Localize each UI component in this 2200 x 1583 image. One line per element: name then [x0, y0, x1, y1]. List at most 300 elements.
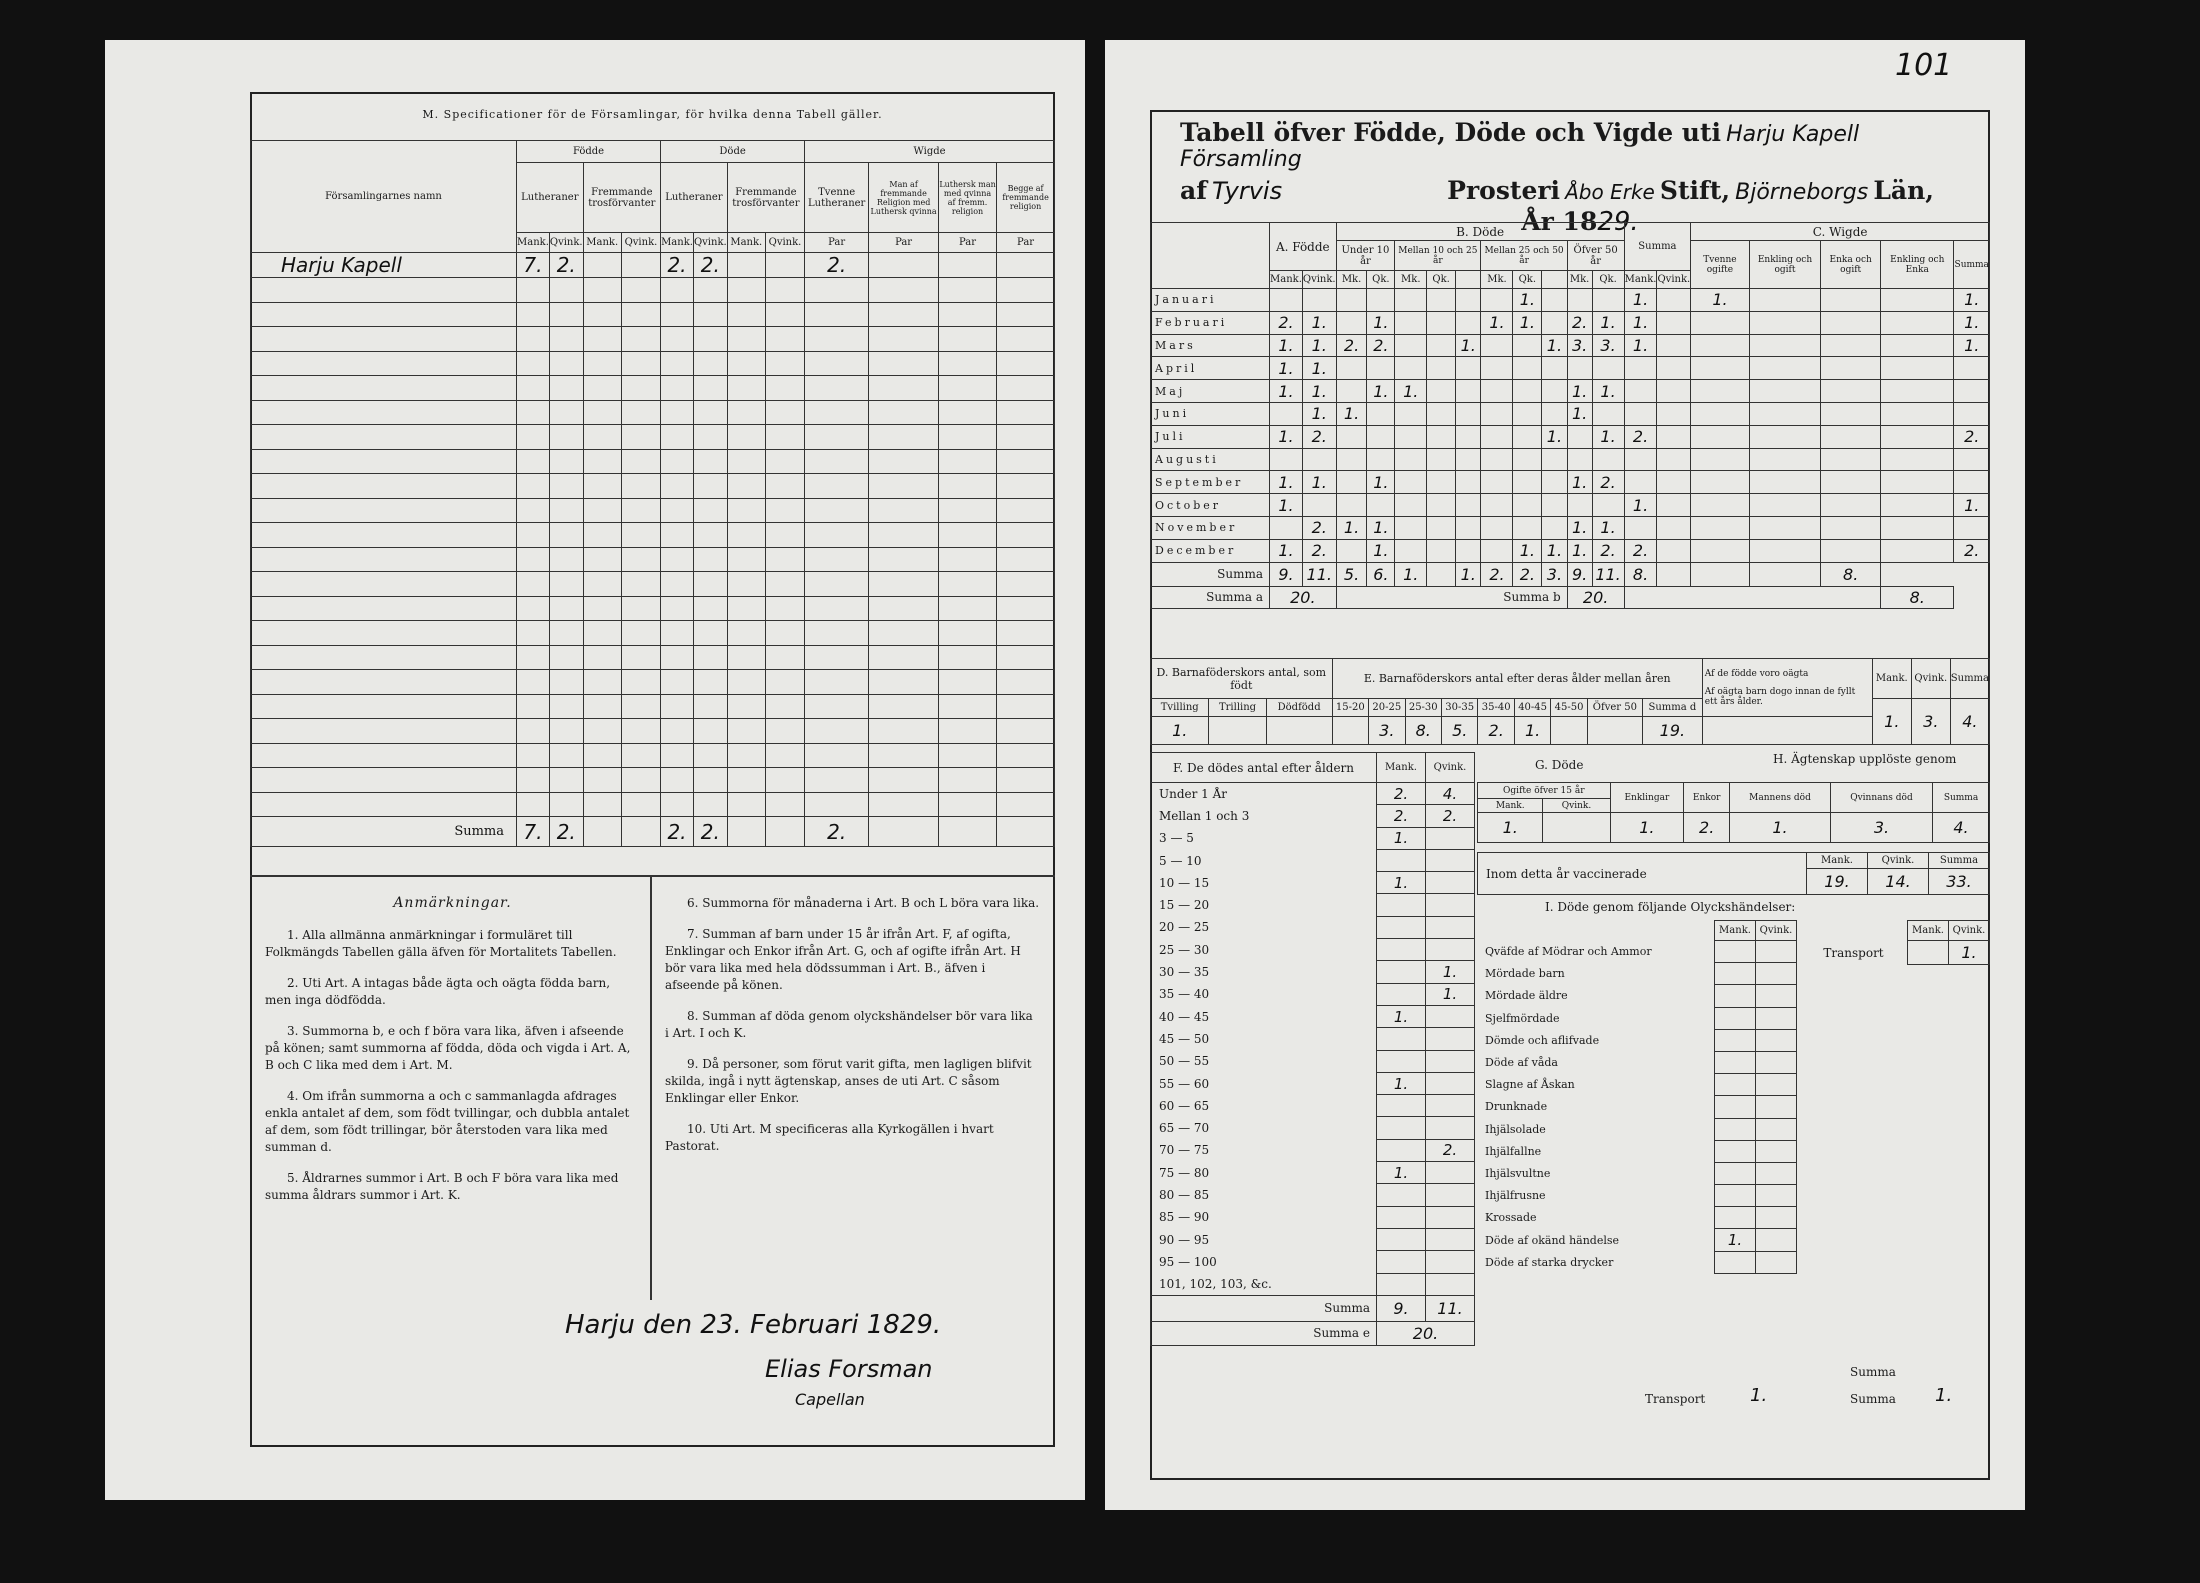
i-summa-val: 1. — [1935, 1385, 1953, 1406]
title-prosteri-name: Tyrvis — [1212, 177, 1283, 205]
empty-cell — [765, 278, 804, 303]
empty-cell — [517, 302, 550, 327]
empty-cell — [621, 645, 660, 670]
age-q — [1426, 1273, 1475, 1295]
i-summa-label-2: Summa — [1850, 1392, 1896, 1406]
empty-row — [251, 474, 1055, 499]
empty-cell — [997, 621, 1055, 646]
title-parish: Harju Kapell Församling — [1180, 122, 1860, 172]
title-stift: Stift, — [1659, 176, 1731, 205]
month-cell — [1367, 425, 1395, 448]
accident-label: Sjelfmördade — [1485, 1011, 1560, 1025]
month-cell — [1270, 448, 1303, 471]
month-cell: 1. — [1367, 471, 1395, 494]
empty-cell — [517, 572, 550, 597]
empty-cell — [621, 694, 660, 719]
age-label: 3 — 5 — [1151, 827, 1377, 849]
signature-name: Elias Forsman — [765, 1355, 933, 1383]
month-cell — [1821, 289, 1881, 312]
empty-cell — [583, 572, 621, 597]
empty-cell — [549, 645, 583, 670]
accident-row — [1477, 1162, 1797, 1184]
empty-cell — [997, 327, 1055, 352]
accident-table — [1477, 920, 1797, 1274]
accident-label: Slagne af Åskan — [1485, 1078, 1575, 1092]
accident-m — [1715, 1251, 1756, 1273]
month-cell — [1691, 380, 1749, 403]
month-cell — [1456, 425, 1481, 448]
month-cell — [1456, 311, 1481, 334]
empty-cell — [765, 523, 804, 548]
transport-label: Transport — [1823, 945, 1884, 960]
e-val — [1551, 717, 1587, 745]
f-summa-e: 20. — [1377, 1321, 1475, 1345]
empty-cell — [661, 449, 694, 474]
empty-cell — [251, 694, 517, 719]
empty-cell — [549, 449, 583, 474]
empty-row — [251, 547, 1055, 572]
age-q — [1426, 939, 1475, 961]
note: 7. Summan af barn under 15 år ifrån Art. F, af ogifta, Enklingar och Enkor ifrån Art. G, och af ogifte ifrån Art. H bör vara lika med hela dödssumman i Art. B., äfven i afseende på könen. — [665, 927, 1021, 992]
month-cell — [1567, 448, 1592, 471]
summa-a-label: Summa a — [1151, 586, 1270, 608]
empty-cell — [938, 523, 996, 548]
accident-row — [1477, 1140, 1797, 1162]
accident-label: Mördade äldre — [1485, 989, 1568, 1003]
age-m — [1377, 1184, 1426, 1206]
h-col: Summa — [1933, 783, 1990, 813]
empty-cell — [549, 694, 583, 719]
empty-cell — [693, 474, 727, 499]
h-par: Par — [805, 233, 869, 253]
month-cell — [1821, 425, 1881, 448]
empty-cell — [621, 278, 660, 303]
empty-cell — [997, 719, 1055, 744]
h-qvink: Qvink. — [621, 233, 660, 253]
month-cell — [1749, 425, 1821, 448]
month-cell — [1456, 289, 1481, 312]
empty-cell — [869, 425, 939, 450]
empty-cell — [938, 792, 996, 817]
age-label: 60 — 65 — [1151, 1095, 1377, 1117]
empty-cell — [727, 719, 765, 744]
empty-cell — [727, 572, 765, 597]
month-cell: 2. — [1592, 539, 1624, 562]
month-cell: 1. — [1542, 539, 1567, 562]
h-mank: Mank. — [661, 233, 694, 253]
month-cell — [1481, 357, 1513, 380]
empty-cell — [997, 425, 1055, 450]
empty-cell — [805, 694, 869, 719]
h: Qvink. — [1756, 921, 1797, 941]
empty-cell — [997, 351, 1055, 376]
empty-cell — [727, 523, 765, 548]
sec-c: C. Wigde — [1691, 223, 1990, 241]
month-cell — [1881, 425, 1954, 448]
age-m — [1377, 939, 1426, 961]
month-cell — [1691, 539, 1749, 562]
empty-cell — [583, 327, 621, 352]
age-row — [1151, 1005, 1475, 1027]
month-cell — [1691, 448, 1749, 471]
empty-cell — [805, 719, 869, 744]
empty-cell — [251, 645, 517, 670]
month-cell — [1336, 471, 1367, 494]
month-cell: 1. — [1302, 334, 1336, 357]
month-cell — [1567, 289, 1592, 312]
empty-cell — [661, 719, 694, 744]
empty-cell — [805, 792, 869, 817]
month-cell: 1. — [1336, 402, 1367, 425]
age-q — [1426, 1251, 1475, 1273]
empty-row — [251, 351, 1055, 376]
empty-cell — [693, 572, 727, 597]
h: Mk. — [1336, 271, 1367, 289]
age-m — [1377, 894, 1426, 916]
vacc-label: Inom detta år vaccinerade — [1478, 853, 1807, 895]
month-cell — [1542, 289, 1567, 312]
age-label: 10 — 15 — [1151, 872, 1377, 894]
empty-row — [251, 327, 1055, 352]
month-cell — [1691, 402, 1749, 425]
summa-cell: 11. — [1302, 562, 1336, 586]
month-cell — [1657, 311, 1691, 334]
month-cell: 2. — [1624, 539, 1657, 562]
summa-b-label: Summa b — [1336, 586, 1567, 608]
age-row — [1151, 1184, 1475, 1206]
summa-b: 20. — [1567, 586, 1624, 608]
empty-cell — [661, 351, 694, 376]
accident-row — [1477, 1096, 1797, 1118]
empty-cell — [869, 547, 939, 572]
title-prosteri: Prosteri — [1447, 176, 1561, 205]
month-cell: 1. — [1592, 425, 1624, 448]
empty-cell — [693, 768, 727, 793]
month-row — [1151, 357, 1990, 380]
summa-cell: 9. — [1567, 562, 1592, 586]
h: Summa — [1950, 659, 1989, 699]
empty-cell — [765, 449, 804, 474]
month-cell — [1513, 425, 1542, 448]
accident-m — [1715, 1051, 1756, 1073]
month-cell — [1567, 425, 1592, 448]
age-q — [1426, 1117, 1475, 1139]
empty-cell — [727, 792, 765, 817]
month-cell — [1513, 334, 1542, 357]
month-cell: 1. — [1302, 402, 1336, 425]
summa-cell: 11. — [1592, 562, 1624, 586]
empty-cell — [517, 400, 550, 425]
empty-cell — [765, 572, 804, 597]
empty-cell — [997, 645, 1055, 670]
empty-cell — [693, 302, 727, 327]
empty-row — [251, 302, 1055, 327]
month-cell — [1691, 334, 1749, 357]
empty-cell — [805, 523, 869, 548]
month-cell — [1954, 380, 1990, 403]
month-cell — [1481, 402, 1513, 425]
age-m — [1377, 961, 1426, 983]
cell: 2. — [693, 253, 727, 278]
month-cell: 1. — [1592, 516, 1624, 539]
summa-cell — [1427, 562, 1456, 586]
empty-cell — [549, 768, 583, 793]
empty-cell — [727, 694, 765, 719]
empty-cell — [549, 670, 583, 695]
h-val: 4. — [1933, 813, 1990, 843]
empty-cell — [997, 596, 1055, 621]
month-cell — [1821, 311, 1881, 334]
age-m: 1. — [1377, 1072, 1426, 1094]
note: 6. Summorna för månaderna i Art. B och L böra vara lika. — [687, 896, 1040, 910]
empty-cell — [549, 792, 583, 817]
empty-cell — [517, 743, 550, 768]
summa-cell: 3. — [1542, 562, 1567, 586]
title-stift-name: Åbo Erke — [1565, 180, 1655, 204]
empty-cell — [251, 400, 517, 425]
month-cell — [1367, 448, 1395, 471]
empty-cell — [938, 425, 996, 450]
month-cell — [1592, 448, 1624, 471]
empty-cell — [805, 596, 869, 621]
month-cell: 1. — [1624, 311, 1657, 334]
d-val — [1209, 717, 1266, 745]
empty-row — [251, 376, 1055, 401]
title-line1: Tabell öfver Födde, Döde och Vigde uti — [1180, 118, 1722, 147]
c-col: Summa — [1954, 241, 1990, 289]
accident-row — [1477, 941, 1797, 963]
month-row — [1151, 539, 1990, 562]
empty-cell — [765, 670, 804, 695]
empty-cell — [693, 792, 727, 817]
month-cell — [1954, 402, 1990, 425]
empty-cell — [583, 670, 621, 695]
empty-cell — [805, 376, 869, 401]
age-q — [1426, 1005, 1475, 1027]
col-forsamling: Församlingarnes namn — [251, 141, 517, 253]
accident-m — [1715, 963, 1756, 985]
empty-cell — [997, 768, 1055, 793]
month-cell — [1513, 494, 1542, 517]
empty-cell — [251, 547, 517, 572]
empty-cell — [727, 621, 765, 646]
g-h-table — [1477, 782, 1990, 843]
empty-cell — [661, 621, 694, 646]
cell: 7. — [517, 253, 550, 278]
empty-cell — [869, 621, 939, 646]
month-cell — [1592, 289, 1624, 312]
empty-cell — [869, 498, 939, 523]
accident-q — [1756, 1162, 1797, 1184]
i-title: I. Döde genom följande Olyckshändelser: — [1545, 900, 1796, 914]
age-m — [1377, 1028, 1426, 1050]
empty-cell — [251, 768, 517, 793]
month-cell — [1395, 334, 1427, 357]
month-cell — [1657, 539, 1691, 562]
oagta-val: 3. — [1911, 699, 1950, 745]
note: 3. Summorna b, e och f böra vara lika, äfven i afseende på könen; samt summorna af födda, döda och vigda i Art. A, B och C lika med dem i Art. M. — [265, 1024, 631, 1072]
notes-title: Anmärkningar. — [393, 895, 512, 911]
accident-m — [1715, 1140, 1756, 1162]
wigde-luthersk-man: Luthersk man med qvinna af fremm. religion — [938, 163, 996, 233]
month-cell — [1749, 402, 1821, 425]
age-row — [1151, 939, 1475, 961]
empty-cell — [693, 547, 727, 572]
empty-cell — [805, 327, 869, 352]
d-val: 1. — [1151, 717, 1209, 745]
h: Qk. — [1592, 271, 1624, 289]
empty-cell — [997, 547, 1055, 572]
age-label: 30 — 35 — [1151, 961, 1377, 983]
empty-cell — [693, 449, 727, 474]
empty-cell — [727, 302, 765, 327]
age-label: 90 — 95 — [1151, 1228, 1377, 1250]
empty-cell — [621, 400, 660, 425]
empty-cell — [251, 719, 517, 744]
empty-row — [251, 572, 1055, 597]
month-cell — [1427, 357, 1456, 380]
month-cell: 1. — [1481, 311, 1513, 334]
month-cell: 1. — [1954, 494, 1990, 517]
accident-row — [1477, 985, 1797, 1007]
accident-m — [1715, 985, 1756, 1007]
month-cell — [1336, 425, 1367, 448]
month-label: October — [1151, 494, 1270, 517]
age-q: 2. — [1426, 1139, 1475, 1161]
empty-cell — [765, 376, 804, 401]
month-cell — [1749, 494, 1821, 517]
month-cell — [1456, 380, 1481, 403]
empty-cell — [661, 547, 694, 572]
empty-row — [251, 719, 1055, 744]
empty-cell — [805, 768, 869, 793]
cell: 2. — [661, 253, 694, 278]
age-m — [1377, 1228, 1426, 1250]
month-cell — [1270, 516, 1303, 539]
empty-cell — [621, 670, 660, 695]
empty-cell — [938, 376, 996, 401]
empty-cell — [805, 621, 869, 646]
age-m — [1377, 1206, 1426, 1228]
empty-cell — [938, 327, 996, 352]
e-val — [1587, 717, 1642, 745]
empty-cell — [621, 596, 660, 621]
age-row — [1151, 1228, 1475, 1250]
empty-cell — [251, 278, 517, 303]
right-page — [1105, 40, 2025, 1510]
month-cell — [1657, 494, 1691, 517]
empty-cell — [517, 474, 550, 499]
empty-cell — [583, 449, 621, 474]
empty-cell — [583, 768, 621, 793]
empty-cell — [805, 302, 869, 327]
empty-cell — [765, 596, 804, 621]
accident-m — [1715, 1207, 1756, 1229]
age-q — [1426, 894, 1475, 916]
empty-cell — [693, 327, 727, 352]
month-cell — [1542, 311, 1567, 334]
empty-cell — [693, 743, 727, 768]
empty-cell — [621, 792, 660, 817]
empty-cell — [938, 474, 996, 499]
month-label: December — [1151, 539, 1270, 562]
age-m — [1377, 1117, 1426, 1139]
empty-cell — [251, 351, 517, 376]
empty-cell — [997, 743, 1055, 768]
note: 9. Då personer, som förut varit gifta, men lagligen blifvit skilda, ingå i nytt ägtenskap, anses de uti Art. C såsom Enklingar eller Enkor. — [665, 1057, 1032, 1105]
accident-m — [1715, 1118, 1756, 1140]
h-val: 3. — [1830, 813, 1932, 843]
h: Qvink. — [1543, 799, 1610, 813]
empty-cell — [765, 547, 804, 572]
empty-cell — [583, 743, 621, 768]
month-cell — [1427, 494, 1456, 517]
month-label: November — [1151, 516, 1270, 539]
cell: 2. — [693, 817, 727, 847]
month-cell — [1336, 448, 1367, 471]
month-row — [1151, 448, 1990, 471]
age-label: 15 — 20 — [1151, 894, 1377, 916]
empty-cell — [869, 400, 939, 425]
month-cell — [1624, 448, 1657, 471]
empty-cell — [805, 400, 869, 425]
empty-row — [251, 768, 1055, 793]
empty-cell — [765, 351, 804, 376]
title-ar: År 18 — [1521, 207, 1598, 236]
summa-label: Summa — [251, 817, 517, 847]
age-label: 20 — 25 — [1151, 916, 1377, 938]
h-par: Par — [869, 233, 939, 253]
month-cell — [1749, 289, 1821, 312]
accident-row — [1477, 1229, 1797, 1251]
age-row — [1151, 783, 1475, 805]
month-cell — [1395, 516, 1427, 539]
age-row — [1151, 894, 1475, 916]
month-cell: 1. — [1567, 539, 1592, 562]
empty-cell — [765, 743, 804, 768]
empty-cell — [517, 523, 550, 548]
month-cell — [1395, 289, 1427, 312]
month-cell — [1691, 471, 1749, 494]
empty-cell — [869, 743, 939, 768]
empty-cell — [583, 474, 621, 499]
empty-cell — [517, 719, 550, 744]
month-cell: 1. — [1954, 289, 1990, 312]
vacc-val: 14. — [1868, 869, 1929, 895]
month-cell — [1624, 357, 1657, 380]
transport-q: 1. — [1949, 941, 1990, 965]
empty-cell — [693, 621, 727, 646]
month-cell: 1. — [1302, 471, 1336, 494]
title-af: af — [1180, 176, 1207, 205]
age-m: 1. — [1377, 1005, 1426, 1027]
age-label: 85 — 90 — [1151, 1206, 1377, 1228]
month-cell — [1542, 357, 1567, 380]
month-cell — [1481, 494, 1513, 517]
empty-cell — [765, 719, 804, 744]
month-cell — [1481, 289, 1513, 312]
title-block — [1180, 118, 1980, 237]
empty-row — [251, 694, 1055, 719]
month-cell — [1395, 448, 1427, 471]
month-cell — [1395, 357, 1427, 380]
age-q — [1426, 1095, 1475, 1117]
empty-cell — [727, 474, 765, 499]
month-cell: 1. — [1367, 516, 1395, 539]
empty-cell — [583, 547, 621, 572]
empty-cell — [693, 278, 727, 303]
month-label: April — [1151, 357, 1270, 380]
